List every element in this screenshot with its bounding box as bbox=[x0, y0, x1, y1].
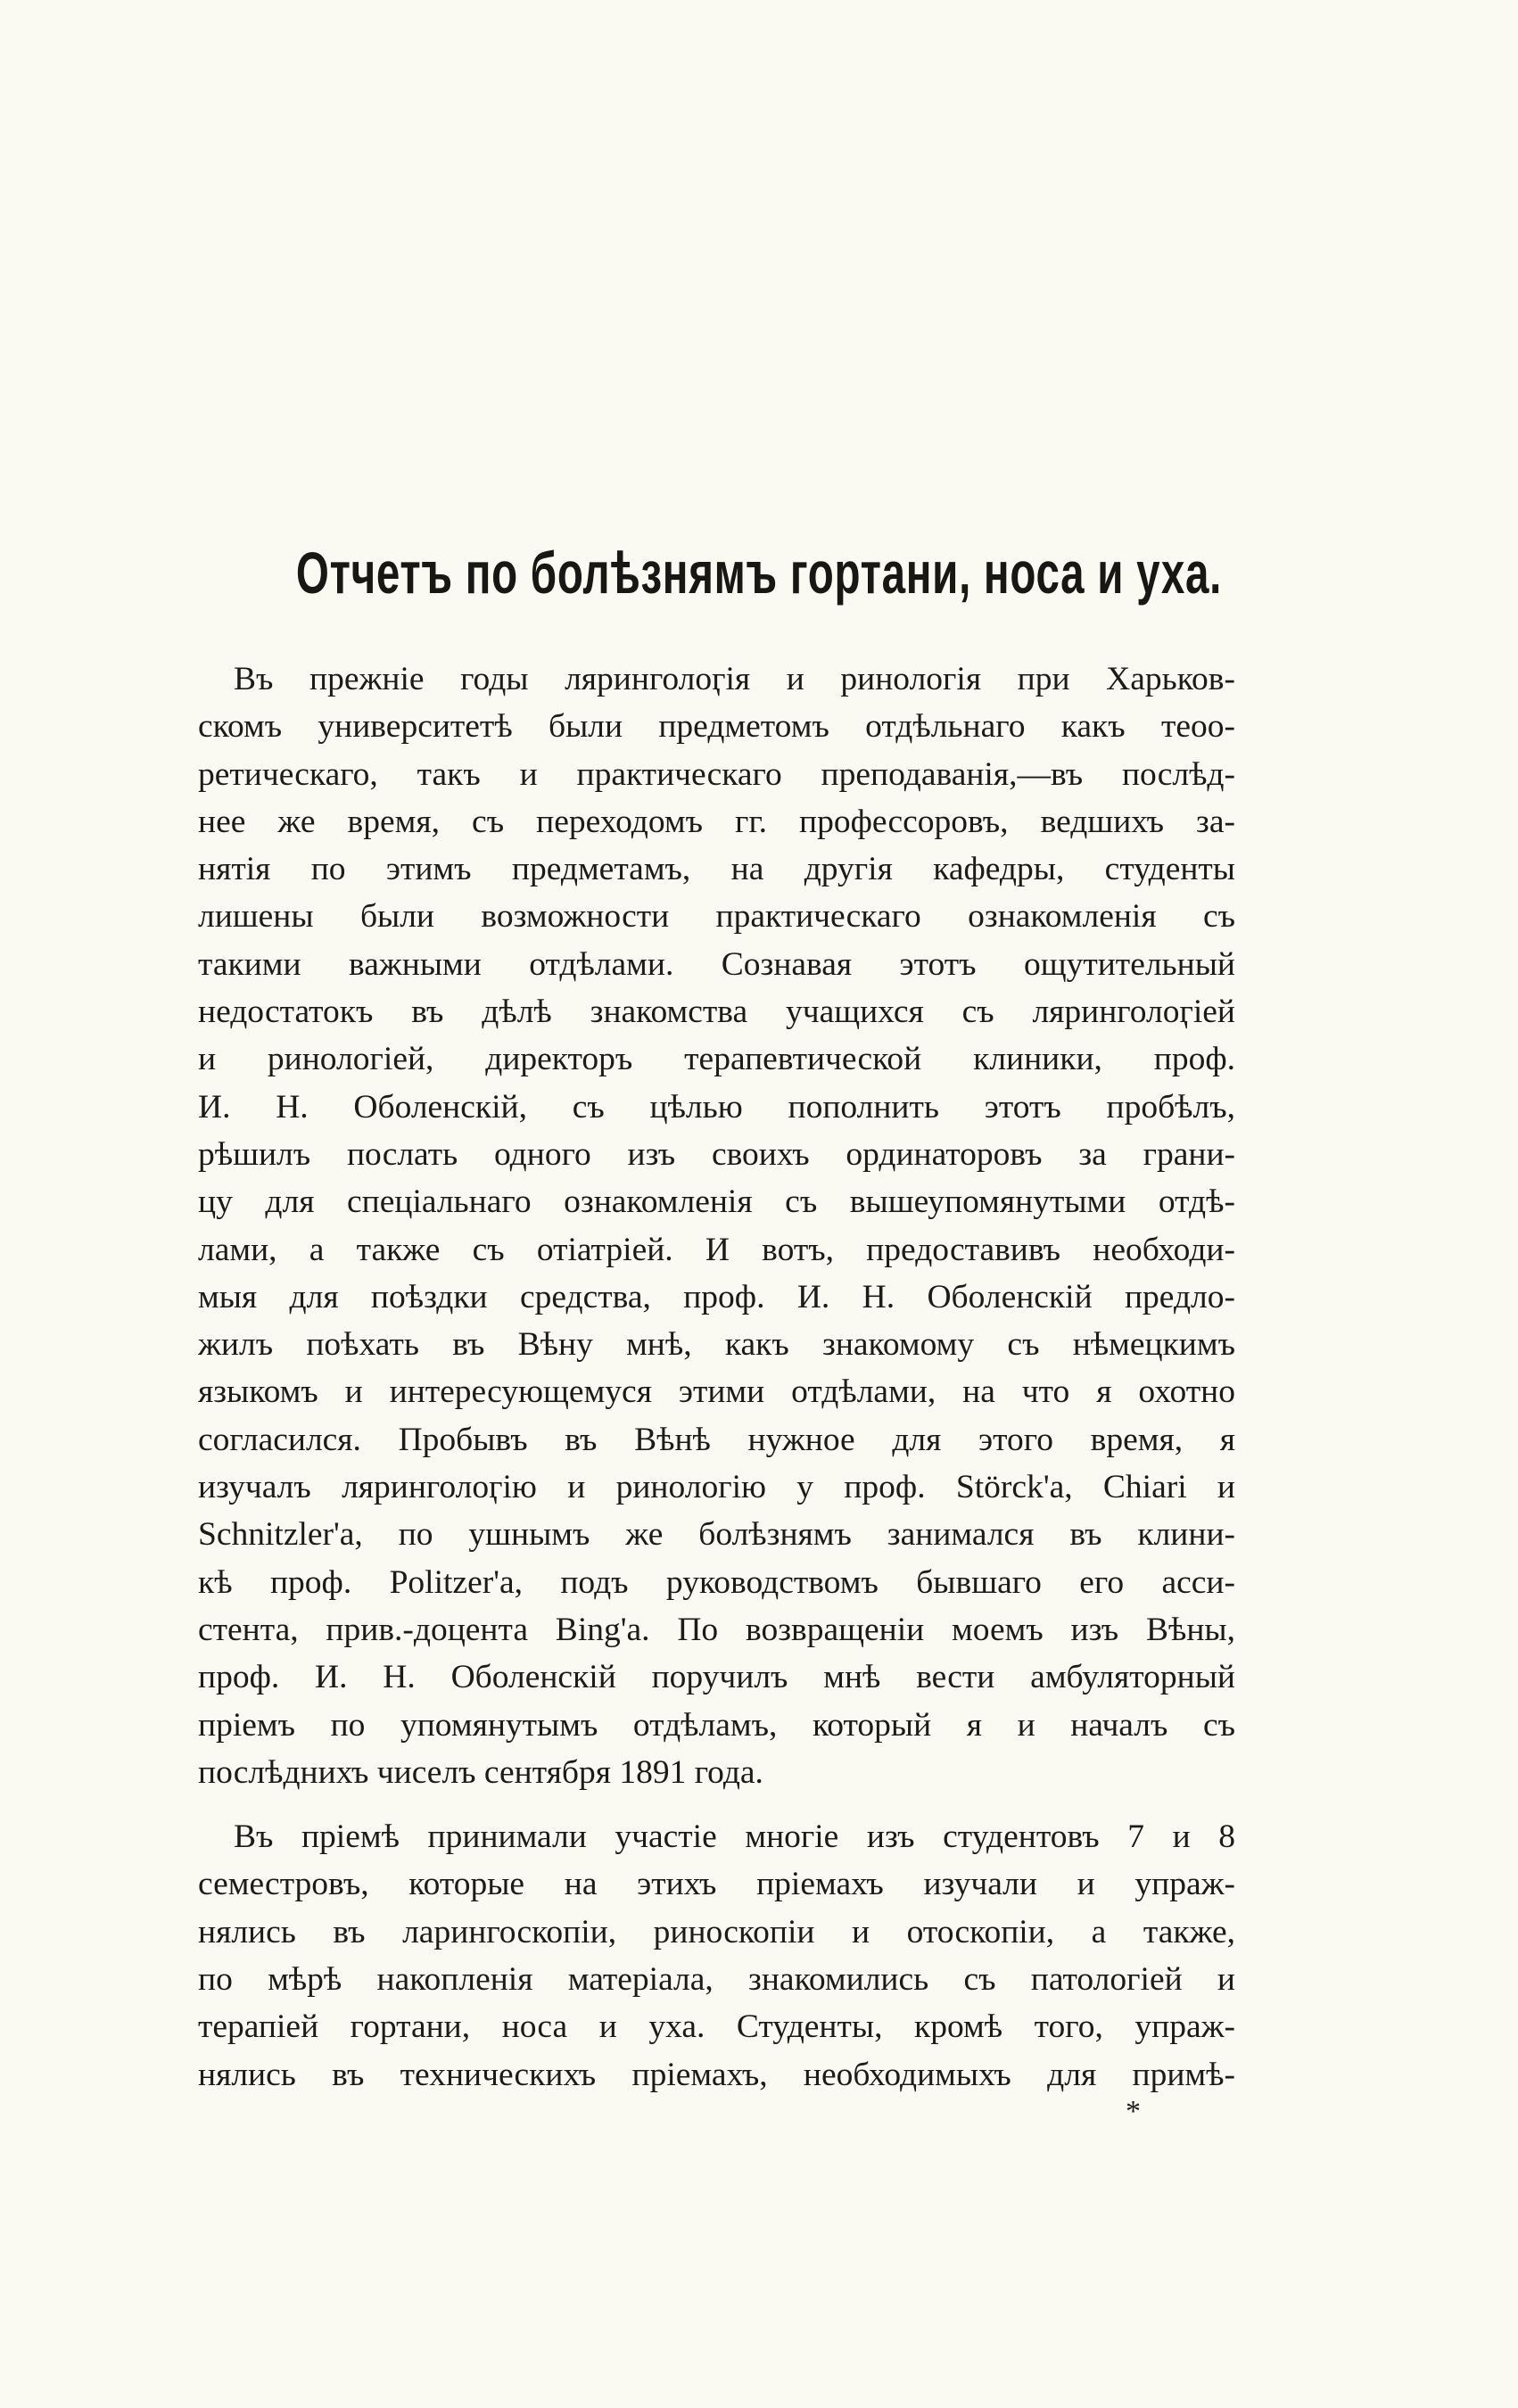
paragraph-2-line: Въ пріемѣ принимали участіе многіе изъ студентовъ 7 и 8 bbox=[234, 1818, 1235, 1856]
paragraph-1-line: мыя для поѣздки средства, проф. И. Н. Оболенскій предло- bbox=[198, 1278, 1235, 1315]
paragraph-2-line: семестровъ, которые на этихъ пріемахъ изучали и упраж- bbox=[198, 1866, 1235, 1903]
paragraph-1-line: Въ прежніе годы ляринголоӷія и ринологія при Харьков- bbox=[234, 661, 1235, 697]
paragraph-1-line: кѣ проф. Politzer'a, подъ руководствомъ бывшаго его асси- bbox=[198, 1563, 1235, 1601]
paragraph-1-line: послѣднихъ чиселъ сентября 1891 года. bbox=[198, 1753, 763, 1791]
paragraph-1-line: лами, а также съ отіатріей. И вотъ, предоставивъ необходи- bbox=[198, 1231, 1235, 1268]
paragraph-1-line: согласился. Пробывъ въ Вѣнѣ нужное для этого время, я bbox=[198, 1421, 1235, 1458]
report-title: Отчетъ по болѣзнямъ гортани, носа и уха. bbox=[295, 540, 1223, 606]
paragraph-1-line: скомъ университетѣ были предметомъ отдѣльнаго какъ теоо- bbox=[198, 708, 1235, 746]
paragraph-1-line: пріемъ по упомянутымъ отдѣламъ, который я и началъ съ bbox=[198, 1706, 1235, 1744]
paragraph-1-line: ретическаго, такъ и практическаго преподаванія,—въ послѣд- bbox=[198, 755, 1235, 793]
paragraph-2-line: нялись въ техническихъ пріемахъ, необходимыхъ для примѣ- bbox=[198, 2056, 1235, 2093]
paragraph-1-line: цу для спеціальнаго ознакомленія съ вышеупомянутыми отдѣ- bbox=[198, 1183, 1235, 1221]
paragraph-1-line: изучалъ ляринголоӷію и ринологію у проф. Störck'a, Chiari и bbox=[198, 1469, 1235, 1506]
paragraph-1-line: недостатокъ въ дѣлѣ знакомства учащихся съ ляринголоӷіей bbox=[198, 994, 1235, 1031]
paragraph-1-line: стента, прив.-доцента Bing'a. По возвращеніи моемъ изъ Вѣны, bbox=[198, 1611, 1235, 1648]
paragraph-1-line: проф. И. Н. Оболенскій поручилъ мнѣ вести амбуляторный bbox=[198, 1659, 1235, 1696]
paragraph-2-line: нялись въ ларингоскопіи, риноскопіи и отоскопіи, а также, bbox=[198, 1913, 1235, 1950]
paragraph-2-line: по мѣрѣ накопленія матеріала, знакомились съ патологіей и bbox=[198, 1961, 1235, 1999]
paragraph-1-line: лишены были возможности практическаго ознакомленія съ bbox=[198, 898, 1235, 936]
paragraph-1-line: такими важными отдѣлами. Сознавая этотъ ощутительный bbox=[198, 945, 1235, 983]
paragraph-2-line: терапіей гортани, носа и уха. Студенты, кромѣ того, упраж- bbox=[198, 2008, 1235, 2046]
signature-mark: * bbox=[1126, 2095, 1141, 2128]
paragraph-1-line: нятія по этимъ предметамъ, на другія кафедры, студенты bbox=[198, 851, 1235, 888]
paragraph-1-line: И. Н. Оболенскій, съ цѣлью пополнить этотъ пробѣлъ, bbox=[198, 1088, 1235, 1126]
paragraph-1-line: и ринологіей, директоръ терапевтической клиники, проф. bbox=[198, 1041, 1235, 1078]
paragraph-1-line: Schnitzler'a, по ушнымъ же болѣзнямъ занимался въ клини- bbox=[198, 1516, 1235, 1554]
paragraph-1-line: нее же время, съ переходомъ гг. профессоровъ, ведшихъ за- bbox=[198, 803, 1235, 840]
paragraph-1-line: рѣшилъ послать одного изъ своихъ ординаторовъ за грани- bbox=[198, 1135, 1235, 1173]
paragraph-1-line: языкомъ и интересующемуся этими отдѣлами, на что я охотно bbox=[198, 1373, 1235, 1411]
report-body bbox=[198, 656, 1235, 2099]
paragraph-gap bbox=[198, 1796, 1235, 1813]
paragraph-1-line: жилъ поѣхать въ Вѣну мнѣ, какъ знакомому съ нѣмецкимъ bbox=[198, 1326, 1235, 1364]
